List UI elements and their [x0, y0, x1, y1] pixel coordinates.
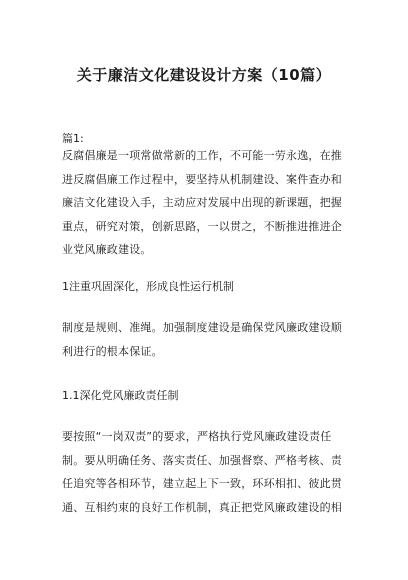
section-heading-1-1: 1.1深化党风廉政责任制: [62, 389, 179, 402]
paragraph-line: 业党风廉政建设。: [62, 243, 152, 256]
paragraph-line: 制度是规则、准绳。加强制度建设是确保党风廉政建设顺: [62, 321, 342, 334]
section-heading-1: 1注重巩固深化，形成良性运行机制: [62, 280, 234, 293]
paragraph-line: 进反腐倡廉工作过程中，要坚持从机制建设、案件查办和: [62, 172, 342, 186]
paragraph-line: 任追究等各相环节，建立起上下一致，环环相扣、彼此贯: [62, 477, 342, 490]
paragraph-line: 廉洁文化建设入手，主动应对发展中出现的新课题，把握: [62, 196, 342, 209]
paragraph-line: 通、互相约束的良好工作机制，真正把党风廉政建设的相: [62, 500, 342, 514]
section-1-1-paragraph: [62, 425, 352, 519]
paragraph-line: 制。要从明确任务、落实责任、加强督察、严格考核、责: [62, 453, 342, 467]
section-1-paragraph: [62, 316, 352, 363]
paragraph-line: 要按照“一岗双责”的要求，严格执行党风廉政建设责任: [62, 430, 332, 443]
paragraph-line: 重点，研究对策，创新思路，一以贯之，不断推进推进企: [62, 219, 342, 233]
chapter-label: 篇1:: [62, 132, 84, 145]
paragraph-line: 反腐倡廉是一项常做常新的工作，不可能一劳永逸，在推: [62, 149, 342, 162]
intro-paragraph: [62, 144, 352, 262]
paragraph-line: 利进行的根本保证。: [62, 344, 163, 358]
document-title: 关于廉洁文化建设设计方案（10篇）: [76, 66, 332, 84]
